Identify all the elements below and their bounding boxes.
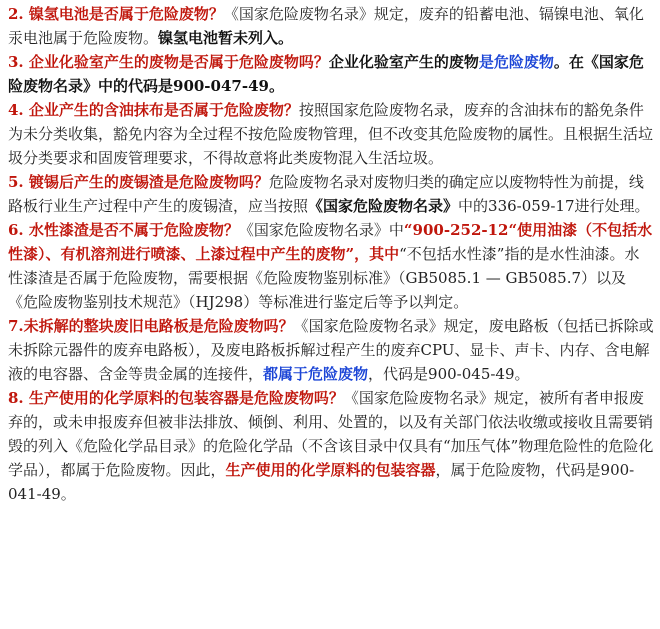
faq-question: 3. 企业化验室产生的废物是否属于危险废物吗？ — [8, 53, 329, 71]
faq-item-7 — [8, 314, 654, 386]
faq-item-8 — [8, 386, 654, 506]
faq-question: 5. 镀锡后产生的废锡渣是危险废物吗？ — [8, 173, 269, 191]
faq-answer-text: ，代码是900-045-49。 — [368, 365, 530, 383]
faq-answer-text: 按照国家危险废物名录，废弃的含油抹布的豁免条件为未分类收集，豁免内容为全过程不按危险废物管理，但不改变其危险废物的属性。且根据生活垃圾分类要求和固废管理要求，不得故意将此类废物混入生活垃圾。 — [8, 101, 654, 167]
faq-question: 2. 镍氢电池是否属于危险废物？ — [8, 5, 224, 23]
faq-item-6 — [8, 218, 654, 314]
faq-answer-text: 《国家危险废物名录》规定，废弃的铅蓄电池、镉镍电池、氧化汞电池属于危险废物。 — [8, 5, 644, 47]
faq-answer-quote: “900-252-12“使用油漆（不包括水性漆）、有机溶剂进行喷漆、上漆过程中产生的废物”，其中 — [8, 221, 653, 263]
faq-answer-text: 危险废物名录对废物归类的确定应以废物特性为前提，线路板行业生产过程中产生的废锡渣，应当按照 — [8, 173, 644, 215]
faq-question: 4. 企业产生的含油抹布是否属于危险废物？ — [8, 101, 299, 119]
faq-answer-emphasis: 。在《国家危险废物名录》中的代码是900-047-49。 — [8, 53, 644, 95]
faq-question: 6. 水性漆渣是否不属于危险废物？ — [8, 221, 239, 239]
faq-answer-emphasis: 企业化验室产生的废物 — [328, 53, 479, 71]
faq-answer-text: 中的336-059-17进行处理。 — [458, 197, 650, 215]
faq-answer-text: 《国家危险废物名录》中 — [238, 221, 404, 239]
faq-question: 7.未拆解的整块废旧电路板是危险废物吗？ — [8, 317, 294, 335]
faq-question: 8. 生产使用的化学原料的包装容器是危险废物吗？ — [8, 389, 344, 407]
faq-answer-text: “不包括水性漆”指的是水性油漆。水性漆渣是否属于危险废物，需要根据《危险废物鉴别标准》（GB5085.1 — GB5085.7）以及《危险废物鉴别技术规范》（HJ298）等标准进行鉴定后等予以判定。 — [8, 245, 640, 311]
faq-answer-highlight: 是危险废物 — [478, 53, 554, 71]
faq-answer-highlight: 都属于危险废物 — [263, 365, 369, 383]
faq-answer-text: 《国家危险废物名录》规定，被所有者申报废弃的，或未申报废弃但被非法排放、倾倒、利用、处置的，以及有关部门依法收缴或接收且需要销毁的列入《危险化学品目录》的危险化学品（不含该目录中仅具有“加压气体”物理危险性的危险化学品），都属于危险废物。因此， — [8, 389, 654, 479]
faq-answer-emphasis: 生产使用的化学原料的包装容器 — [225, 461, 436, 479]
faq-answer-text: ，属于危险废物，代码是900-041-49。 — [8, 461, 635, 503]
faq-item-3 — [8, 50, 654, 98]
faq-item-2 — [8, 2, 654, 50]
faq-item-4 — [8, 98, 654, 170]
faq-answer-text: 《国家危险废物名录》规定，废电路板（包括已拆除或未拆除元器件的废弃电路板），及废电路板拆解过程产生的废弃CPU、显卡、声卡、内存、含电解液的电容器、含金等贵金属的连接件， — [8, 317, 654, 383]
faq-answer-emphasis: 《国家危险废物名录》 — [308, 197, 459, 215]
faq-answer-emphasis: 镍氢电池暂未列入。 — [158, 29, 294, 47]
faq-item-5 — [8, 170, 654, 218]
